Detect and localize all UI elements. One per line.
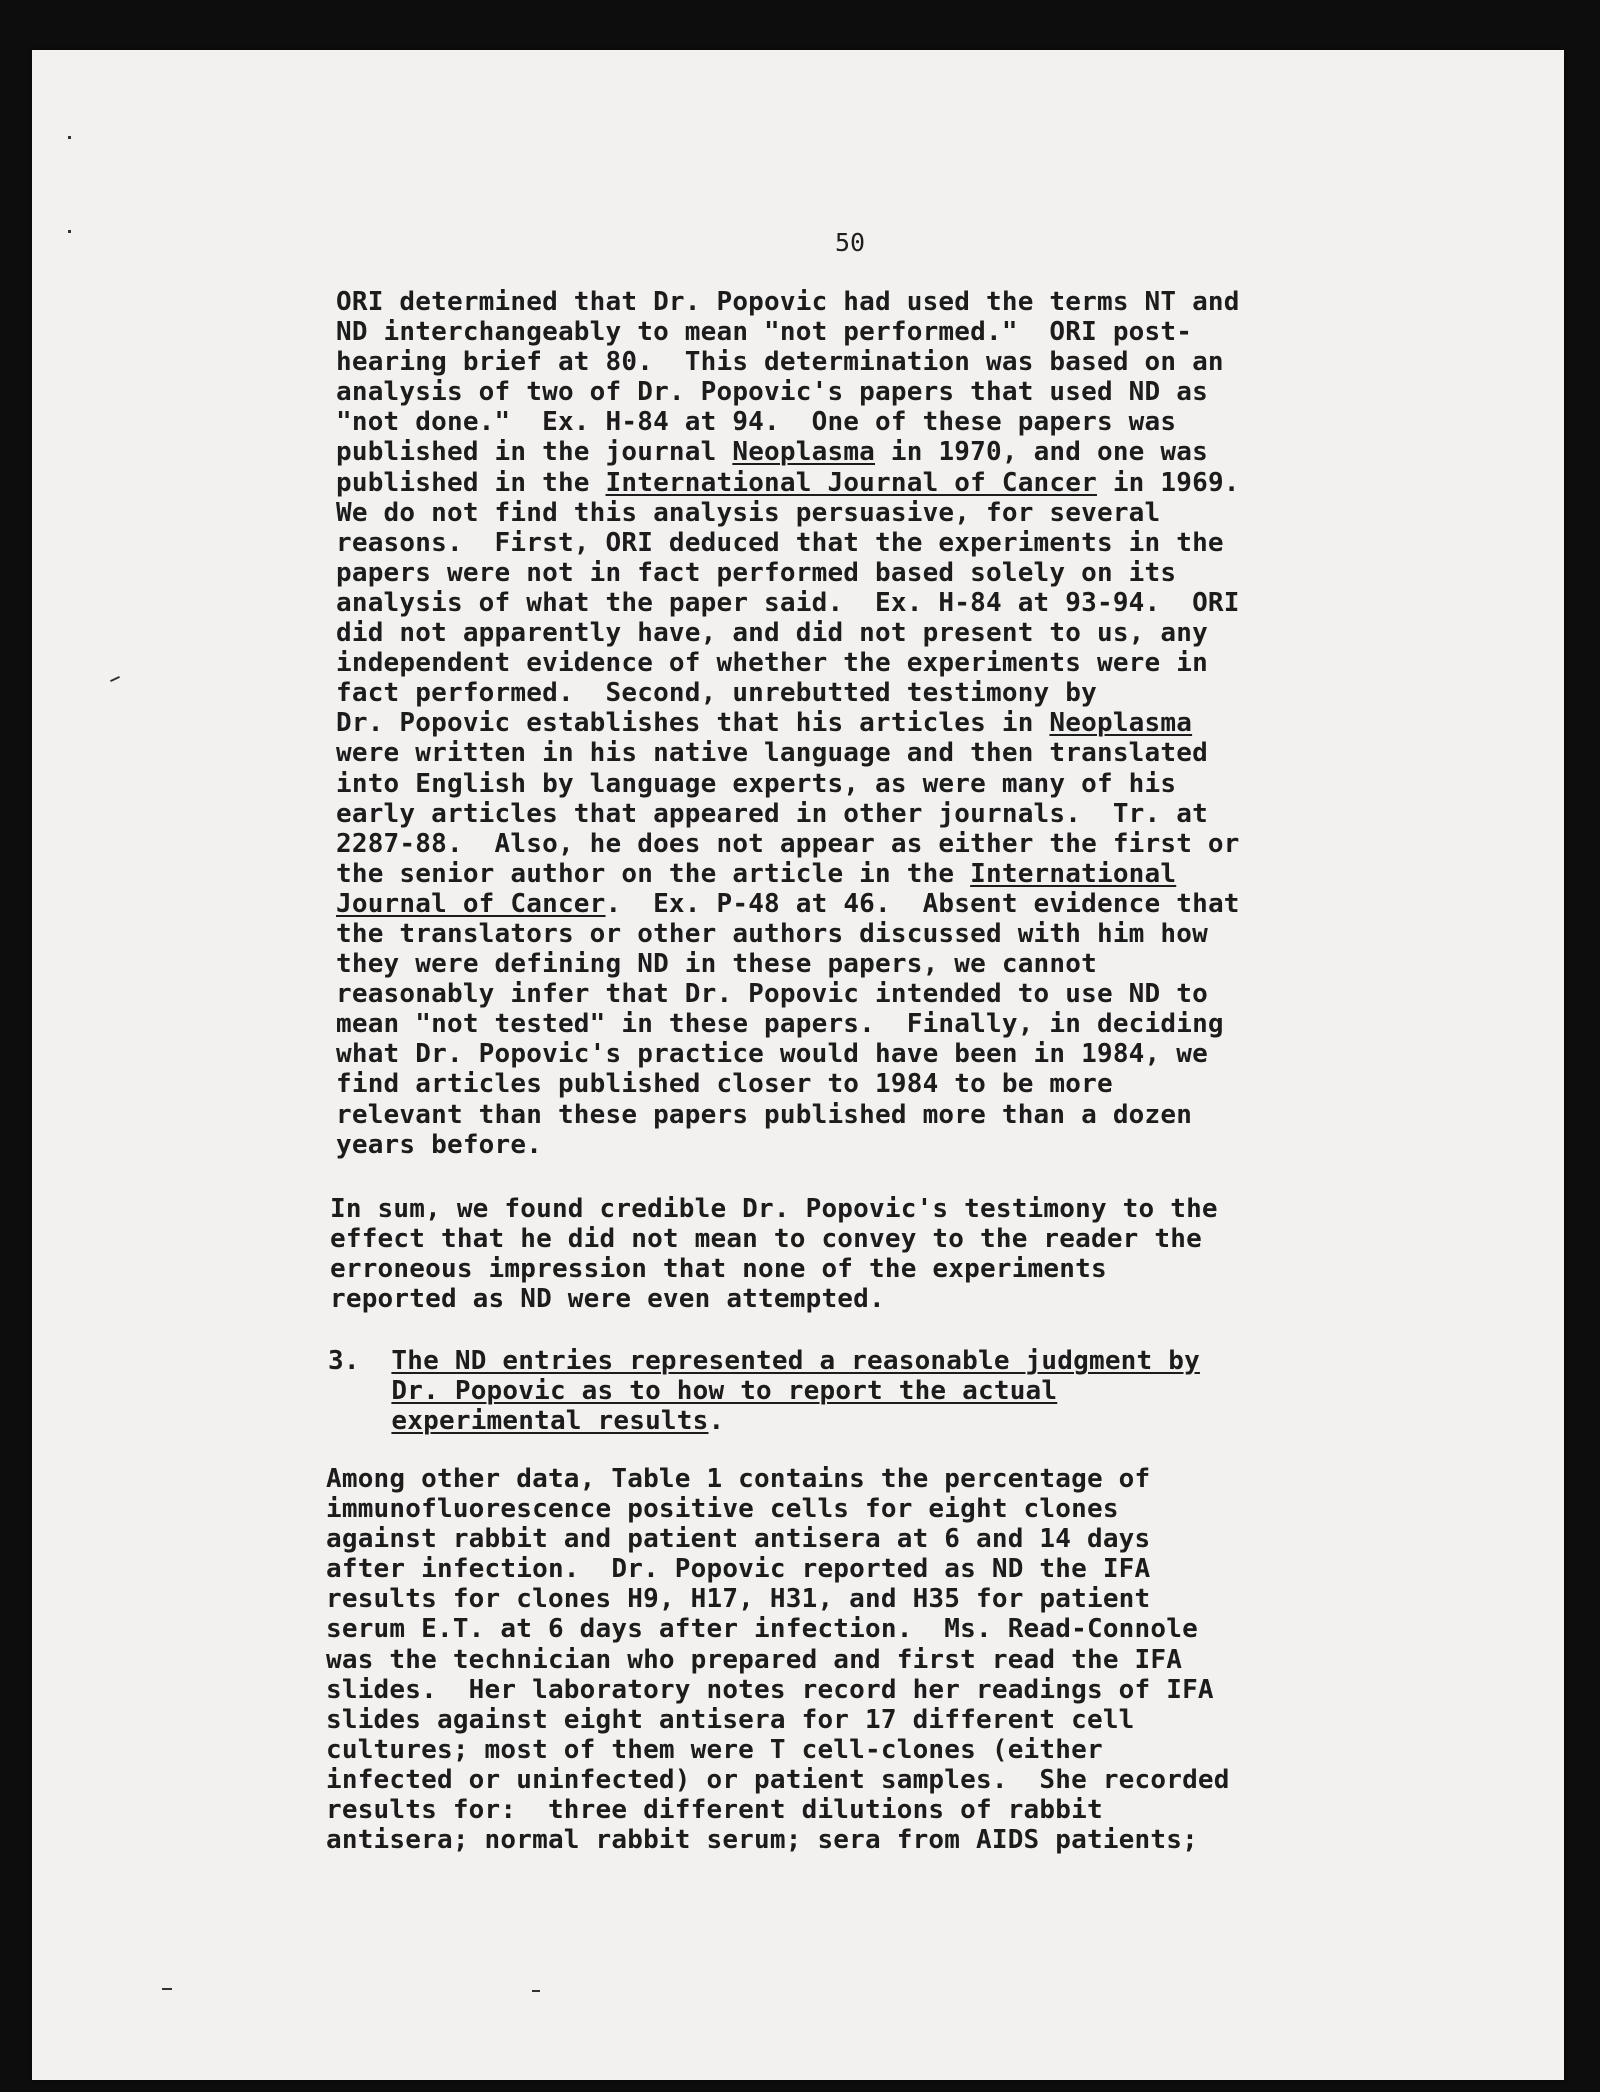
underlined-title: Journal of Cancer (336, 888, 606, 919)
text-line: slides against eight antisera for 17 different cell (326, 1704, 1135, 1735)
text-line: mean "not tested" in these papers. Finally, in deciding (336, 1009, 1224, 1040)
text-line: reported as ND were even attempted. (330, 1284, 885, 1315)
text-line: analysis of what the paper said. Ex. H-84 at 93-94. ORI (336, 587, 1240, 618)
text-line: published in the journal Neoplasma in 1970, and one was (336, 437, 1208, 468)
text-line: serum E.T. at 6 days after infection. Ms. Read-Connole (326, 1614, 1198, 1645)
text-line: We do not find this analysis persuasive, for several (336, 497, 1161, 528)
text-line: In sum, we found credible Dr. Popovic's testimony to the (330, 1194, 1218, 1224)
scan-speck (110, 676, 120, 682)
text-line: early articles that appeared in other journals. Tr. at (336, 798, 1208, 829)
text-line: ND interchangeably to mean "not performed." ORI post- (336, 317, 1193, 348)
underlined-title: International Journal of Cancer (605, 467, 1097, 498)
text-line: they were defining ND in these papers, we cannot (336, 949, 1097, 980)
text-line: hearing brief at 80. This determination was based on an (336, 347, 1224, 378)
scan-speck (162, 1988, 172, 1990)
text-line: Journal of Cancer. Ex. P-48 at 46. Absent evidence that (336, 888, 1240, 919)
text-line: analysis of two of Dr. Popovic's papers that used ND as (336, 377, 1208, 408)
section-heading-3 (328, 1346, 1200, 1436)
text-line: reasons. First, ORI deduced that the experiments in the (336, 527, 1224, 558)
underlined-title: experimental results (391, 1406, 709, 1437)
text-line: erroneous impression that none of the experiments (330, 1254, 1107, 1285)
scan-speck (68, 230, 71, 233)
text-line: find articles published closer to 1984 to be more (336, 1069, 1113, 1100)
text-line: Dr. Popovic establishes that his articles in Neoplasma (336, 708, 1193, 739)
underlined-title: International (970, 858, 1177, 889)
text-line: experimental results. (391, 1406, 725, 1437)
text-line: were written in his native language and then translated (336, 738, 1208, 769)
text-line: reasonably infer that Dr. Popovic intended to use ND to (336, 979, 1208, 1010)
text-line: fact performed. Second, unrebutted testimony by (336, 678, 1097, 709)
text-line: independent evidence of whether the experiments were in (336, 648, 1208, 679)
text-line: what Dr. Popovic's practice would have been in 1984, we (336, 1039, 1208, 1070)
text-line: against rabbit and patient antisera at 6 and 14 days (326, 1524, 1151, 1555)
paragraph-table-1 (326, 1464, 1230, 1855)
paragraph-in-sum (330, 1194, 1218, 1314)
underlined-title: Neoplasma (732, 437, 876, 468)
underlined-title: Dr. Popovic as to how to report the actual (391, 1376, 1058, 1407)
text-line: relevant than these papers published more than a dozen (336, 1099, 1193, 1130)
paragraph-ori-determination (336, 287, 1240, 1160)
text-line: 2287-88. Also, he does not appear as either the first or (336, 828, 1240, 859)
text-line: published in the International Journal of Cancer in 1969. (336, 467, 1240, 498)
text-line: infected or uninfected) or patient samples. She recorded (326, 1764, 1230, 1795)
text-line: into English by language experts, as were many of his (336, 768, 1177, 799)
text-line: did not apparently have, and did not present to us, any (336, 618, 1208, 649)
underlined-title: The ND entries represented a reasonable judgment by (391, 1346, 1200, 1376)
scan-speck (532, 1990, 540, 1992)
text-line: effect that he did not mean to convey to the reader the (330, 1224, 1202, 1255)
text-line: years before. (336, 1129, 543, 1160)
text-line: results for clones H9, H17, H31, and H35 for patient (326, 1584, 1151, 1615)
text-line: was the technician who prepared and first read the IFA (326, 1644, 1183, 1675)
text-line: antisera; normal rabbit serum; sera from AIDS patients; (326, 1825, 1198, 1856)
text-line: Among other data, Table 1 contains the percentage of (326, 1464, 1151, 1494)
text-line (328, 1376, 1200, 1406)
text-line: "not done." Ex. H-84 at 94. One of these papers was (336, 407, 1177, 438)
underlined-title: Neoplasma (1049, 708, 1193, 739)
text-line: after infection. Dr. Popovic reported as ND the IFA (326, 1554, 1151, 1585)
text-line: results for: three different dilutions of rabbit (326, 1795, 1103, 1826)
text-line: the senior author on the article in the International (336, 858, 1177, 889)
text-line: cultures; most of them were T cell-clones (either (326, 1734, 1103, 1765)
scan-speck (68, 136, 71, 139)
text-line: the translators or other authors discussed with him how (336, 918, 1208, 949)
text-line: ORI determined that Dr. Popovic had used the terms NT and (336, 287, 1240, 317)
text-line: immunofluorescence positive cells for eight clones (326, 1494, 1119, 1525)
text-line: papers were not in fact performed based solely on its (336, 557, 1177, 588)
text-line: slides. Her laboratory notes record her readings of IFA (326, 1674, 1214, 1705)
text-line: 3. The ND entries represented a reasonable judgment by (328, 1346, 1200, 1376)
page-number: 50 (835, 228, 866, 257)
